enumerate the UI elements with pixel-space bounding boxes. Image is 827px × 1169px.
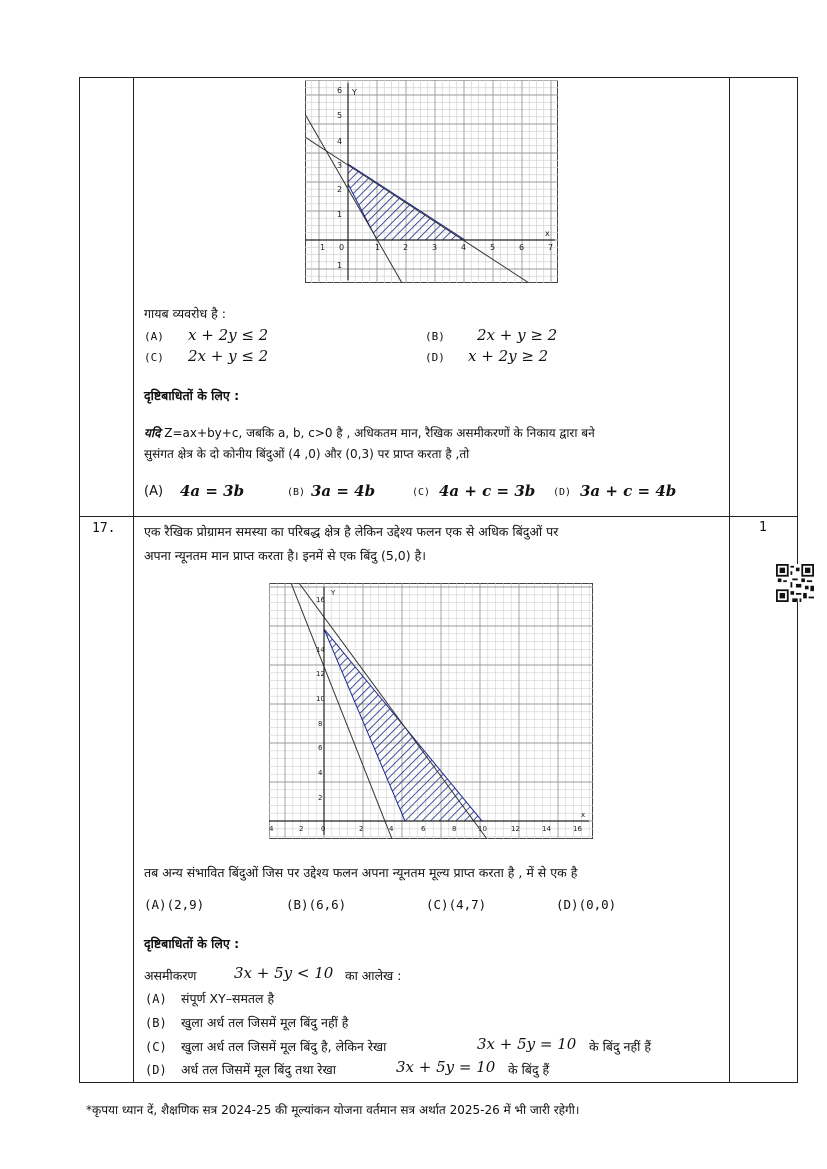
option-label: (A): [145, 992, 167, 1006]
option-c-expr: 2x + y ≤ 2: [188, 347, 269, 365]
tick-label: 16: [573, 825, 582, 833]
vi-option-b-text: खुला अर्ध तल जिसमें मूल बिंदु नहीं है: [181, 1015, 349, 1030]
question-marks: 1: [759, 520, 768, 535]
option-label: (B): [425, 330, 445, 343]
tick-label: 10: [478, 825, 487, 833]
tick-label: 3: [432, 243, 438, 252]
option-value: (4,7): [448, 897, 487, 912]
table-bottom-border: [79, 1082, 798, 1083]
option-label: (B): [287, 487, 306, 498]
vi-prompt-tail: का आलेख :: [345, 968, 402, 983]
tick-label: 6: [421, 825, 426, 833]
option-c: [426, 897, 486, 912]
option-b-expr: 2x + y ≥ 2: [477, 326, 558, 344]
option-value: (2,9): [166, 897, 205, 912]
vi-option-d-expr: 3x + 5y = 10: [396, 1058, 496, 1076]
tick-label: 5: [490, 243, 496, 252]
option-label: (A): [144, 330, 164, 343]
tick-label: 3: [337, 161, 343, 170]
option-label: (A): [144, 484, 164, 499]
tick-label: 4: [461, 243, 467, 252]
option-label: (D): [145, 1063, 167, 1077]
tick-label: 14: [542, 825, 551, 833]
axis-label-y: Y: [331, 589, 336, 597]
axis-label-y: Y: [352, 88, 357, 97]
vi-text-line2: सुसंगत क्षेत्र के दो कोनीय बिंदुओं (4 ,0) और (0,3) पर प्राप्त करता है ,तो: [144, 447, 470, 461]
tick-label: 7: [548, 243, 554, 252]
tick-label: 4: [337, 137, 343, 146]
option-label: (C): [144, 351, 164, 364]
vi-prompt: असमीकरण: [144, 968, 197, 983]
table-left-border: [79, 77, 80, 1083]
option-label: (C): [145, 1040, 167, 1054]
tick-label: 0: [321, 825, 326, 833]
tick-label: 2: [337, 185, 343, 194]
graph-q16: [305, 80, 558, 283]
option-a-expr: x + 2y ≤ 2: [188, 326, 269, 344]
tick-label: 4: [389, 825, 394, 833]
tick-label: 1: [337, 261, 343, 270]
option-label: (D): [556, 897, 579, 912]
tick-label: 4: [269, 825, 274, 833]
tick-label: 8: [318, 720, 323, 728]
vi-option-c-text: खुला अर्ध तल जिसमें मूल बिंदु है, लेकिन रेखा: [181, 1039, 387, 1054]
question-text-line1: एक रैखिक प्रोग्रामन समस्या का परिबद्ध क्षेत्र है लेकिन उद्देश्य फलन एक से अधिक बिंदुओं पर: [144, 524, 559, 539]
option-a: [144, 897, 204, 912]
option-label: (C): [412, 487, 431, 498]
tick-label: 6: [337, 86, 343, 95]
question-prompt: तब अन्य संभावित बिंदुओं जिस पर उद्देश्य फलन अपना न्यूनतम मूल्य प्राप्त करता है , में से एक है: [144, 865, 578, 880]
tick-label: 5: [337, 111, 343, 120]
tick-label: 14: [316, 646, 325, 654]
option-label: (A): [144, 897, 167, 912]
table-top-border: [79, 77, 798, 78]
tick-label: 2: [359, 825, 364, 833]
question-text-line2: अपना न्यूनतम मान प्राप्त करता है। इनमें से एक बिंदु (5,0) है।: [144, 548, 426, 563]
vi-heading: दृष्टिबाधितों के लिए :: [144, 936, 240, 951]
question-prompt: गायब व्यवरोध है :: [144, 306, 226, 321]
vi-option-a-text: संपूर्ण XY–समतल है: [181, 991, 275, 1006]
vi-option-d-tail: के बिंदु हैं: [508, 1062, 550, 1077]
vi-heading: दृष्टिबाधितों के लिए :: [144, 388, 240, 403]
option-label: (D): [553, 487, 572, 498]
qr-code-icon: [776, 564, 814, 602]
footer-note: *कृपया ध्यान दें, शैक्षणिक सत्र 2024-25 की मूल्यांकन योजना वर्तमान सत्र अर्थात 2025-26 में भी जारी रहेगी।: [86, 1103, 580, 1117]
row-divider: [79, 516, 798, 517]
tick-label: 0: [339, 243, 345, 252]
tick-label: 1: [320, 243, 326, 252]
tick-label: 12: [316, 670, 325, 678]
tick-label: 4: [318, 769, 323, 777]
vi-text-line1: [144, 424, 595, 441]
question-number: 17.: [92, 521, 116, 536]
vi-inequality: 3x + 5y < 10: [234, 964, 334, 982]
option-value: (6,6): [308, 897, 347, 912]
tick-label: 16: [316, 596, 325, 604]
option-b: [286, 897, 346, 912]
tick-label: 2: [403, 243, 409, 252]
tick-label: 6: [519, 243, 525, 252]
vi-text-body: Z=ax+by+c, जबकि a, b, c>0 है , अधिकतम मान, रैखिक असमीकरणों के निकाय द्वारा बने: [164, 426, 595, 440]
vi-option-d-text: अर्ध तल जिसमें मूल बिंदु तथा रेखा: [181, 1062, 337, 1077]
tick-label: 2: [318, 794, 323, 802]
tick-label: 10: [316, 695, 325, 703]
option-label: (D): [425, 351, 445, 364]
option-value: (0,0): [578, 897, 617, 912]
vi-option-d-expr: 3a + c = 4b: [580, 482, 677, 500]
tick-label: 1: [337, 210, 343, 219]
vi-option-c-expr: 3x + 5y = 10: [477, 1035, 577, 1053]
option-label: (C): [426, 897, 449, 912]
vi-option-c-expr: 4a + c = 3b: [439, 482, 536, 500]
axis-label-x: x: [545, 229, 550, 238]
option-d: [556, 897, 616, 912]
col-divider-1: [133, 77, 134, 1083]
graph-q17: [269, 583, 593, 839]
option-d-expr: x + 2y ≥ 2: [468, 347, 549, 365]
tick-label: 8: [452, 825, 457, 833]
tick-label: 6: [318, 744, 323, 752]
col-divider-2: [729, 77, 730, 1083]
option-label: (B): [145, 1016, 167, 1030]
vi-option-a-expr: 4a = 3b: [180, 482, 245, 500]
tick-label: 12: [511, 825, 520, 833]
option-label: (B): [286, 897, 309, 912]
tick-label: 1: [375, 243, 381, 252]
vi-option-c-tail: के बिंदु नहीं हैं: [589, 1039, 651, 1054]
vi-text-word: यदि: [144, 426, 161, 440]
vi-option-b-expr: 3a = 4b: [311, 482, 376, 500]
axis-label-x: x: [581, 811, 586, 819]
tick-label: 2: [299, 825, 304, 833]
